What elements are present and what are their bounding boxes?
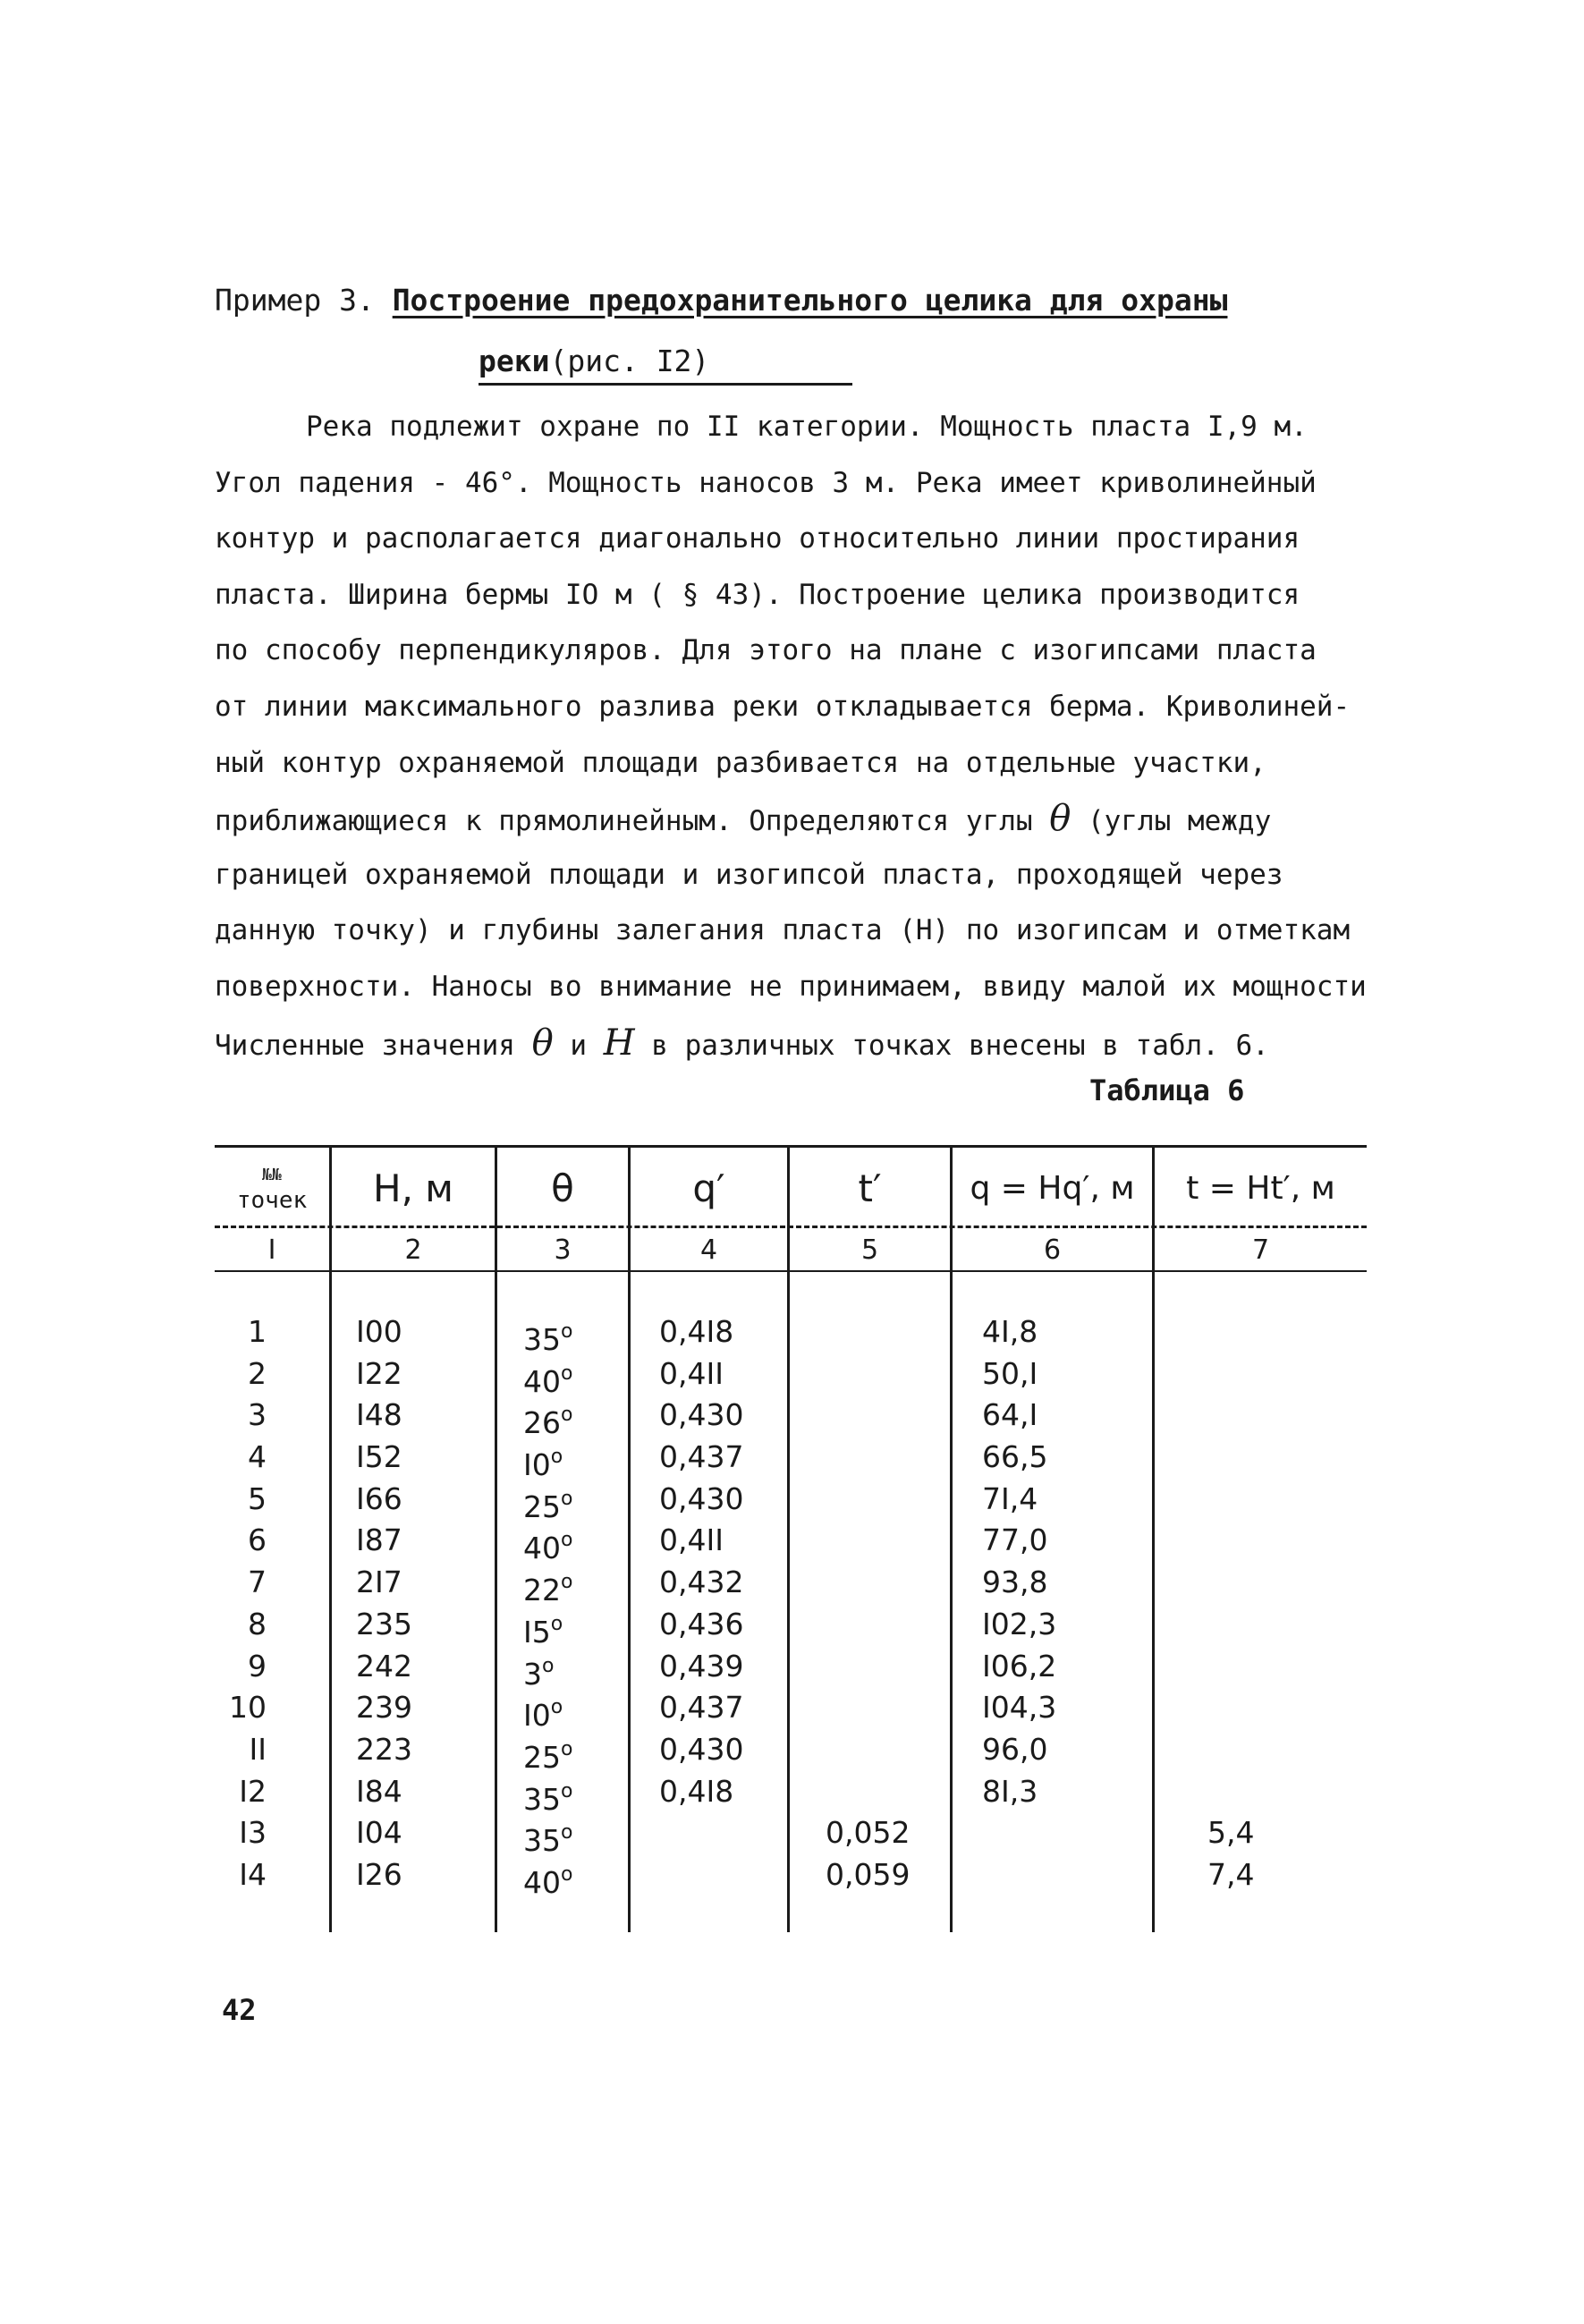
degree-mark: o: [561, 1862, 573, 1886]
paragraph-text: в различных точках внесены в табл. 6.: [651, 1029, 1269, 1062]
table-cell-theta: [523, 1729, 622, 1775]
paragraph-line: Угол падения - 46°. Мощность наносов 3 м. Река имеет криволинейный: [215, 466, 1317, 499]
table-cell-q: 0,436: [659, 1606, 744, 1641]
table-cell-th: 7,4: [1207, 1856, 1255, 1892]
paragraph-line: границей охраняемой площади и изогипсой пласта, проходящей через: [215, 858, 1283, 891]
table-cell-theta: [523, 1604, 622, 1650]
degree-mark: o: [561, 1779, 573, 1802]
table-cell-point: 1: [248, 1314, 267, 1349]
table-cell-depth: I22: [356, 1355, 402, 1391]
figure-reference: (рис. I2): [549, 344, 710, 378]
table-top-rule: [215, 1145, 1367, 1148]
degree-mark: o: [561, 1821, 573, 1845]
table-cell-t: [826, 1437, 951, 1479]
header-t: t′: [858, 1166, 882, 1210]
degree-mark: o: [561, 1737, 573, 1760]
table-cell-th: 5,4: [1207, 1815, 1255, 1851]
table-cell-point: 7: [248, 1565, 267, 1600]
paragraph-line: контур и располагается диагонально относительно линии простирания: [215, 522, 1300, 556]
table-cell-qh: 66,5: [982, 1439, 1048, 1475]
paragraph-text: и: [570, 1029, 588, 1062]
table-cell-depth: I48: [356, 1397, 402, 1433]
table-cell-qh: 64,I: [982, 1397, 1038, 1433]
example-heading-continued: [479, 340, 852, 386]
table-cell-theta: [523, 1854, 622, 1900]
table-cell-depth: I84: [356, 1773, 402, 1809]
theta-value: 40: [523, 1531, 561, 1566]
degree-mark: o: [561, 1571, 573, 1594]
table-cell-th: [1207, 1479, 1342, 1521]
table-cell-qh: I06,2: [982, 1648, 1057, 1684]
table-cell-q: 0,430: [659, 1397, 744, 1433]
header-point-label: точек: [236, 1187, 308, 1214]
table-cell-depth: 242: [356, 1648, 412, 1684]
example-title: Построение предохранительного целика для охраны: [392, 283, 1228, 318]
table-cell-q: 0,4II: [659, 1355, 724, 1391]
table-cell-q: 0,432: [659, 1565, 744, 1600]
theta-value: I0: [523, 1447, 551, 1483]
header-theta: θ: [551, 1166, 574, 1210]
table-cell-t: [826, 1353, 951, 1395]
paragraph-line: пласта. Ширина бермы IO м ( § 43). Построение целика производится: [215, 578, 1300, 611]
table-cell-q: 0,4II: [659, 1522, 724, 1558]
degree-mark: o: [542, 1654, 555, 1677]
table-cell-th: [1207, 1562, 1342, 1604]
table-cell-theta: [523, 1687, 622, 1734]
point-number-column: [215, 1311, 267, 1896]
column-number: 6: [1043, 1234, 1062, 1266]
data-table: [215, 1145, 1377, 1941]
table-cell-theta: [523, 1437, 622, 1483]
paragraph-text: (углы между: [1087, 805, 1272, 838]
paragraph-line: [215, 1015, 1395, 1072]
h-symbol: H: [603, 1022, 635, 1064]
table-cell-point: 9: [248, 1648, 267, 1684]
table-cell-point: 10: [229, 1690, 267, 1726]
paragraph-text: Численные значения: [215, 1029, 515, 1062]
table-cell-qh: 7I,4: [982, 1480, 1038, 1516]
table-cell-qh: 50,I: [982, 1355, 1038, 1391]
table-cell-q: 0,430: [659, 1480, 744, 1516]
table-cell-q: 0,430: [659, 1731, 744, 1767]
table-cell-depth: I00: [356, 1314, 402, 1349]
table-cell-point: I3: [239, 1815, 267, 1851]
table-cell-depth: I52: [356, 1439, 402, 1475]
table-cell-th: [1207, 1311, 1342, 1353]
table-cell-t: [826, 1687, 951, 1729]
table-cell-t: [826, 1520, 951, 1562]
t-column: [826, 1311, 951, 1896]
table-cell-theta: [523, 1562, 622, 1608]
table-cell-depth: I87: [356, 1522, 402, 1558]
theta-value: 3: [523, 1656, 542, 1692]
table-cell-theta: [523, 1395, 622, 1441]
table-cell-th: [1207, 1646, 1342, 1688]
paragraph-text: приближающиеся к прямолинейным. Определяются углы: [215, 805, 1033, 838]
paragraph-line: [215, 791, 1395, 847]
table-cell-depth: I26: [356, 1856, 402, 1892]
table-cell-theta: [523, 1520, 622, 1566]
table-cell-point: 2: [248, 1355, 267, 1391]
table-cell-point: 4: [248, 1439, 267, 1475]
table-cell-depth: 2I7: [356, 1565, 402, 1600]
column-number-rule: [215, 1270, 1367, 1272]
table-cell-t: [826, 1395, 951, 1437]
theta-symbol: θ: [531, 1022, 554, 1064]
header-number-mark: №№: [262, 1166, 282, 1184]
table-cell-depth: 223: [356, 1731, 412, 1767]
table-cell-q: [659, 1854, 784, 1896]
table-cell-point: I2: [239, 1773, 267, 1809]
table-cell-qh: 77,0: [982, 1522, 1048, 1558]
table-cell-q: 0,437: [659, 1690, 744, 1726]
theta-value: 40: [523, 1363, 561, 1399]
paragraph-line: ный контур охраняемой площади разбивается на отдельные участки,: [215, 746, 1266, 779]
table-cell-depth: I04: [356, 1815, 402, 1851]
table-cell-q: 0,437: [659, 1439, 744, 1475]
theta-value: 40: [523, 1864, 561, 1900]
table-cell-qh: [982, 1812, 1116, 1854]
table-cell-point: II: [249, 1731, 267, 1767]
table-cell-point: 8: [248, 1606, 267, 1641]
table-cell-th: [1207, 1520, 1342, 1562]
theta-symbol: θ: [1049, 798, 1072, 840]
table-cell-depth: 235: [356, 1606, 412, 1641]
degree-mark: o: [561, 1529, 573, 1552]
th-column: [1207, 1311, 1342, 1896]
table-cell-qh: [982, 1854, 1116, 1896]
theta-value: 26: [523, 1405, 561, 1441]
table-cell-t: [826, 1562, 951, 1604]
page-number: 42: [222, 1993, 257, 2027]
table-cell-theta: [523, 1646, 622, 1692]
table-cell-point: 5: [248, 1480, 267, 1516]
theta-value: I5: [523, 1614, 551, 1650]
degree-mark: o: [561, 1361, 573, 1385]
table-cell-q: 0,4I8: [659, 1314, 734, 1349]
table-cell-t: 0,052: [826, 1815, 911, 1851]
table-cell-qh: 96,0: [982, 1731, 1048, 1767]
q-column: [659, 1311, 784, 1896]
table-cell-qh: 4I,8: [982, 1314, 1038, 1349]
column-number: 3: [554, 1234, 572, 1266]
degree-mark: o: [561, 1320, 573, 1343]
paragraph-line: от линии максимального разлива реки откладывается берма. Криволиней-: [215, 690, 1351, 723]
paragraph-line: по способу перпендикуляров. Для этого на плане с изогипсами пласта: [215, 634, 1317, 667]
table-cell-q: 0,439: [659, 1648, 744, 1684]
table-cell-theta: [523, 1771, 622, 1817]
theta-value: 35: [523, 1823, 561, 1859]
table-cell-t: [826, 1604, 951, 1646]
paragraph-line: данную точку) и глубины залегания пласта (Н) по изогипсам и отметкам: [215, 914, 1351, 947]
table-cell-theta: [523, 1353, 622, 1399]
table-cell-th: [1207, 1771, 1342, 1813]
degree-mark: o: [550, 1696, 563, 1719]
theta-value: 35: [523, 1322, 561, 1357]
table-cell-theta: [523, 1479, 622, 1524]
theta-value: 35: [523, 1781, 561, 1817]
theta-value: I0: [523, 1698, 551, 1734]
table-cell-qh: I02,3: [982, 1606, 1057, 1641]
table-cell-qh: 93,8: [982, 1565, 1048, 1600]
table-caption: Таблица 6: [1089, 1073, 1245, 1107]
column-number: 2: [404, 1234, 422, 1266]
body-paragraph: [215, 399, 1395, 1071]
paragraph-line: поверхности. Наносы во внимание не принимаем, ввиду малой их мощности: [215, 970, 1367, 1003]
example-label: Пример 3.: [215, 283, 375, 318]
table-cell-th: [1207, 1353, 1342, 1395]
table-cell-point: 6: [248, 1522, 267, 1558]
degree-mark: o: [561, 1487, 573, 1510]
table-cell-th: [1207, 1604, 1342, 1646]
theta-value: 25: [523, 1489, 561, 1524]
table-cell-theta: [523, 1812, 622, 1859]
table-cell-t: [826, 1311, 951, 1353]
degree-mark: o: [550, 1446, 563, 1469]
paragraph-line: Река подлежит охране по II категории. Мощность пласта I,9 м.: [306, 411, 1308, 443]
depth-column: [356, 1311, 490, 1896]
qh-column: [982, 1311, 1116, 1896]
table-cell-th: [1207, 1729, 1342, 1771]
table-cell-q: [659, 1812, 784, 1854]
table-cell-t: [826, 1771, 951, 1813]
header-point-number: [215, 1156, 329, 1220]
header-qh: q = Hq′, м: [970, 1169, 1135, 1207]
degree-mark: o: [550, 1612, 563, 1635]
header-q: q′: [692, 1166, 725, 1210]
table-cell-theta: [523, 1311, 622, 1357]
table-cell-depth: 239: [356, 1690, 412, 1726]
table-cell-t: [826, 1729, 951, 1771]
table-cell-th: [1207, 1687, 1342, 1729]
column-number: 4: [699, 1234, 718, 1266]
theta-value: 25: [523, 1739, 561, 1775]
example-heading: [215, 283, 1227, 318]
table-cell-qh: 8I,3: [982, 1773, 1038, 1809]
table-cell-t: [826, 1646, 951, 1688]
degree-mark: o: [561, 1404, 573, 1427]
header-depth: Н, м: [373, 1166, 453, 1210]
table-cell-t: 0,059: [826, 1856, 911, 1892]
theta-value: 22: [523, 1573, 561, 1608]
table-cell-depth: I66: [356, 1480, 402, 1516]
theta-column: [523, 1311, 622, 1900]
header-dashed-rule: [215, 1226, 1367, 1228]
table-cell-th: [1207, 1395, 1342, 1437]
table-cell-point: I4: [239, 1856, 267, 1892]
column-number: I: [267, 1234, 276, 1266]
table-cell-th: [1207, 1437, 1342, 1479]
table-cell-q: 0,4I8: [659, 1773, 734, 1809]
column-number: 5: [860, 1234, 879, 1266]
table-cell-qh: I04,3: [982, 1690, 1057, 1726]
table-cell-t: [826, 1479, 951, 1521]
header-th: t = Ht′, м: [1186, 1169, 1335, 1207]
column-number: 7: [1251, 1234, 1270, 1266]
table-cell-point: 3: [248, 1397, 267, 1433]
example-title-continued: реки: [479, 344, 550, 378]
